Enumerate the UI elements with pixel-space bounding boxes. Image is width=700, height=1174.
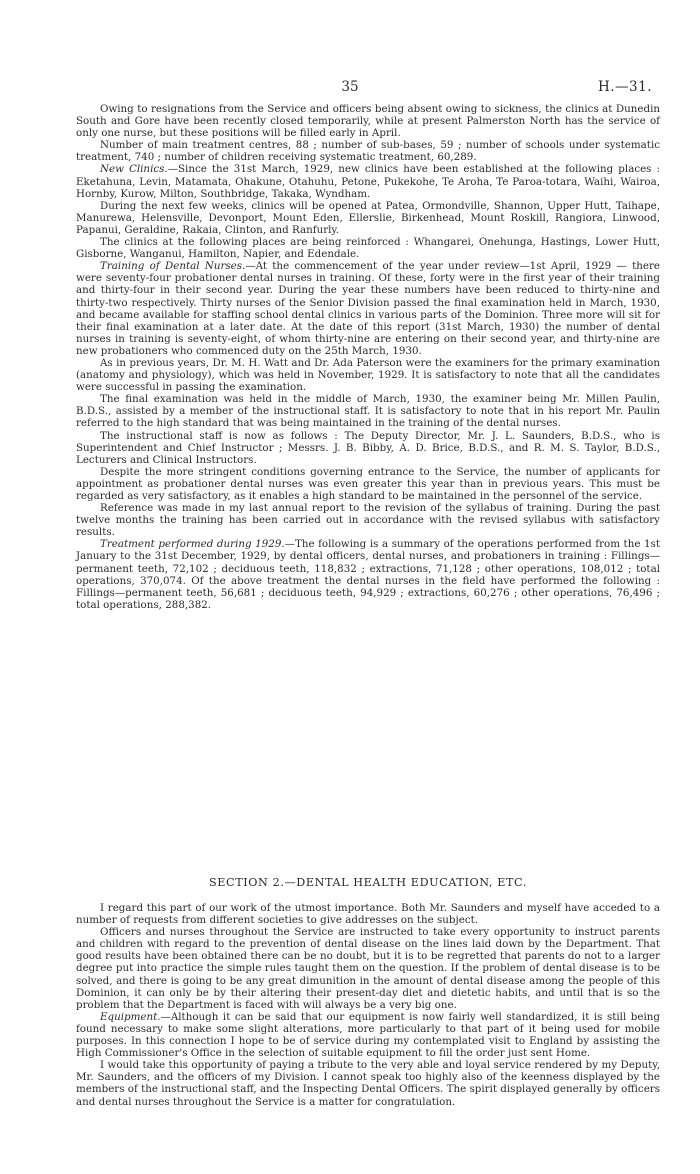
paragraph-text: —Since the 31st March, 1929, new clinics have been established at the following places : Eketahuna, Levin, Matamata, Ohakune, Otahuhu, Petone, Pukekohe, Te Aroha, Te Paroa-totara, Waihi, Wairoa, Hornby, Kurow, Milton, Southbridge, Takaka, Wyndham. bbox=[76, 163, 660, 200]
paragraph-text: Officers and nurses throughout the Service are instructed to take every opportunity to instruct parents and children with regard to the prevention of dental disease on the lines laid down by the Department. That good results have been obtained there can be no doubt, but it is to be regretted that parents do not to a larger degree put into practice the simple rules taught them on the question. If the problem of dental disease is to be solved, and there is going to be any great dimunition in the amount of dental disease among the people of this Dominion, it can only be by their altering their present-day diet and dietetic habits, and until that is so the problem that the Department is faced with will always be a very big one. bbox=[76, 926, 660, 1011]
paragraph bbox=[76, 357, 660, 393]
paragraph bbox=[76, 236, 660, 260]
paragraph-lead: Training of Dental Nurses. bbox=[100, 260, 246, 273]
paragraph bbox=[76, 502, 660, 538]
page-header bbox=[0, 79, 700, 95]
paragraph bbox=[76, 1011, 660, 1059]
paragraph-text: As in previous years, Dr. M. H. Watt and Dr. Ada Paterson were the examiners for the primary examination (anatomy and physiology), which was held in November, 1929. It is satisfactory to note that all the candidates were successful in passing the examination. bbox=[76, 356, 660, 394]
paragraph-text: The instructional staff is now as follows : The Deputy Director, Mr. J. L. Saunders, B.D.S., who is Superintendent and Chief Instructor ; Messrs. J. B. Bibby, A. D. Brice, B.D.S., and R. M. S. Taylor, B.D.S., Lecturers and Clinical Instructors. bbox=[76, 429, 660, 466]
paragraph-text: The final examination was held in the middle of March, 1930, the examiner being Mr. Millen Paulin, B.D.S., assisted by a member of the instructional staff. It is satisfactory to note that in his report Mr. Paulin referred to the high standard that was being maintained in the training of the dental nurses. bbox=[76, 393, 660, 430]
section-2-body bbox=[76, 902, 660, 1108]
paragraph bbox=[76, 139, 660, 163]
paragraph-text: —Although it can be said that our equipment is now fairly well standardized, it is still being found necessary to make some slight alterations, more particularly to that part of it being used for mobile purposes. In this connection I hope to be of service during my contemplated visit to England by assisting the High Commissioner's Office in the selection of suitable equipment to fill the order just sent Home. bbox=[76, 1010, 660, 1060]
paragraph bbox=[76, 466, 660, 502]
paragraph bbox=[76, 393, 660, 429]
paragraph-lead: Treatment performed during 1929. bbox=[100, 538, 285, 551]
paragraph-text: Owing to resignations from the Service and officers being absent owing to sickness, the clinics at Dunedin South and Gore have been recently closed temporarily, while at present Palmerston North has the service of only one nurse, but these positions will be filled early in April. bbox=[76, 103, 660, 140]
section-2-heading: SECTION 2.—DENTAL HEALTH EDUCATION, ETC. bbox=[209, 876, 527, 889]
paragraph-lead: New Clinics. bbox=[100, 163, 168, 176]
page-number: 35 bbox=[341, 79, 359, 95]
paragraph-text: —The following is a summary of the operations performed from the 1st January to the 31st December, 1929, by dental officers, dental nurses, and probationers in training : Fillings—permanent teeth, 72,102 ; deciduous teeth, 118,832 ; extractions, 71,128 ; other operations, 108,012 ; total operations, 370,074. Of the above treatment the dental nurses in the field have performed the following : Fillings—permanent teeth, 56,681 ; deciduous teeth, 94,929 ; extractions, 60,276 ; other operations, 76,496 ; total operations, 288,382. bbox=[76, 538, 660, 611]
paragraph-text: Despite the more stringent conditions governing entrance to the Service, the number of applicants for appointment as probationer dental nurses was even greater this year than in previous years. This must be regarded as very satisfactory, as it enables a high standard to be maintained in the personnel of the service. bbox=[76, 465, 660, 502]
paragraph bbox=[76, 163, 660, 199]
paragraph bbox=[76, 260, 660, 357]
paragraph-text: Reference was made in my last annual report to the revision of the syllabus of training. During the past twelve months the training has been carried out in accordance with the revised syllabus with satisfactory results. bbox=[76, 502, 660, 539]
paragraph bbox=[76, 538, 660, 611]
paragraph-text: During the next few weeks, clinics will be opened at Patea, Ormondville, Shannon, Upper Hutt, Taihape, Manurewa, Helensville, Devonport, Mount Eden, Ellerslie, Birkenhead, Mount Roskill, Rangiora, Linwood, Papanui, Geraldine, Rakaia, Clinton, and Ranfurly. bbox=[76, 199, 660, 236]
paragraph-text: Number of main treatment centres, 88 ; number of sub-bases, 59 ; number of schools under systematic treatment, 740 ; number of children receiving systematic treatment, 60,289. bbox=[76, 139, 660, 164]
paragraph-text: —At the commencement of the year under review—1st April, 1929 — there were seventy-four probationer dental nurses in training. Of these, forty were in the first year of their training and thirty-four in their second year. During the year these numbers have been reduced to thirty-nine and thirty-two respectively. Thirty nurses of the Senior Division passed the final examination held in March, 1930, and became available for staffing school dental clinics in various parts of the Dominion. Three more will sit for their final examination at a later date. At the date of this report (31st March, 1930) the number of dental nurses in training is seventy-eight, of whom thirty-nine are entering on their second year, and thirty-nine are new probationers who commenced duty on the 25th March, 1930. bbox=[76, 260, 660, 357]
paragraph bbox=[76, 200, 660, 236]
paragraph bbox=[76, 103, 660, 139]
paragraph-lead: Equipment. bbox=[100, 1010, 161, 1023]
paragraph bbox=[76, 926, 660, 1011]
paragraph-text: I would take this opportunity of paying a tribute to the very able and loyal service rendered by my Deputy, Mr. Saunders, and the officers of my Division. I cannot speak too highly also of the keenness displayed by the members of the instructional staff, and the Inspecting Dental Officers. The spirit displayed generally by officers and dental nurses throughout the Service is a matter for congratulation. bbox=[76, 1059, 660, 1108]
paragraph-text: I regard this part of our work of the utmost importance. Both Mr. Saunders and myself have acceded to a number of requests from different societies to give addresses on the subject. bbox=[76, 902, 660, 927]
paragraph-text: The clinics at the following places are being reinforced : Whangarei, Onehunga, Hastings, Lower Hutt, Gisborne, Wanganui, Hamilton, Napier, and Edendale. bbox=[76, 236, 660, 261]
document-reference: H.—31. bbox=[597, 79, 652, 95]
paragraph bbox=[76, 1059, 660, 1107]
paragraph bbox=[76, 902, 660, 926]
section-1-body bbox=[76, 103, 660, 611]
paragraph bbox=[76, 430, 660, 466]
